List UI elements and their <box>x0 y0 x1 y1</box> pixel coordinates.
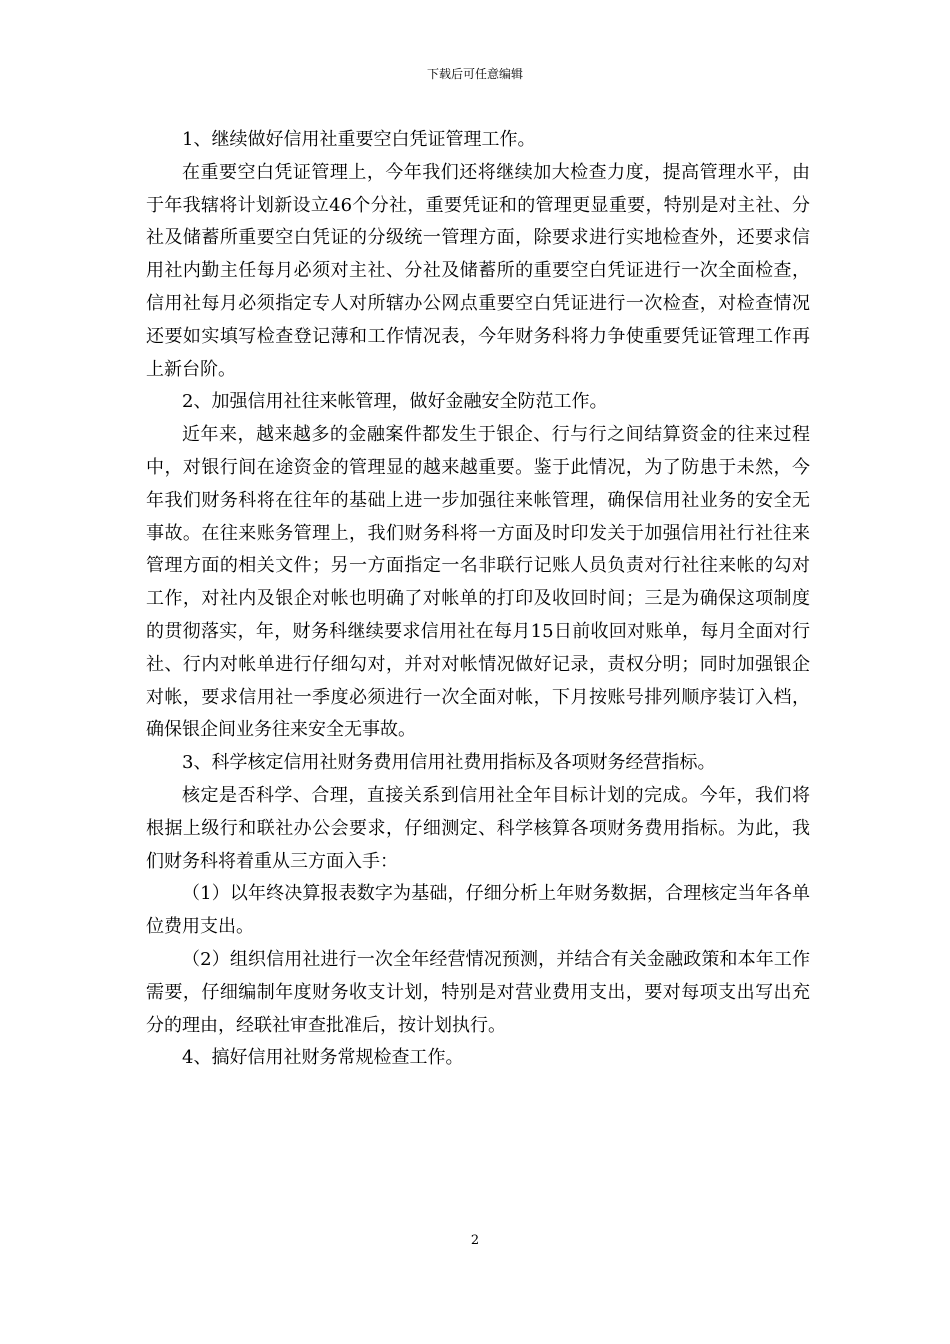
heading-item-4: 4、搞好信用社财务常规检查工作。 <box>182 1047 464 1069</box>
paragraph-expense-indicators: 核定是否科学、合理，直接关系到信用社全年目标计划的完成。今年，我们将根据上级行和联社办公会要求，仔细测定、科学核算各项财务费用指标。为此，我们财务科将着重从三方面入手： <box>146 784 810 872</box>
sub-item-2: （2）组织信用社进行一次全年经营情况预测，并结合有关金融政策和本年工作需要，仔细编制年度财务收支计划，特别是对营业费用支出，要对每项支出写出充分的理由，经联社审查批准后，按计划执行。 <box>146 948 810 1036</box>
heading-item-3: 3、科学核定信用社财务费用信用社费用指标及各项财务经营指标。 <box>182 752 716 774</box>
paragraph-interbank-account-management: 近年来，越来越多的金融案件都发生于银企、行与行之间结算资金的往来过程中，对银行间在途资金的管理显的越来越重要。鉴于此情况，为了防患于未然，今年我们财务科将在往年的基础上进一步加强往来帐管理，确保信用社业务的安全无事故。在往来账务管理上，我们财务科将一方面及时印发关于加强信用社行社往来管理方面的相关文件；另一方面指定一名非联行记账人员负责对行社往来帐的勾对工作，对社内及银企对帐也明确了对帐单的打印及收回时间；三是为确保这项制度的贯彻落实，年，财务科继续要求信用社在每月15日前收回对账单，每月全面对行社、行内对帐单进行仔细勾对，并对对帐情况做好记录，责权分明；同时加强银企对帐，要求信用社一季度必须进行一次全面对帐，下月按账号排列顺序装订入档，确保银企间业务往来安全无事故。 <box>146 424 810 741</box>
document-body <box>146 124 810 1075</box>
sub-item-1: （1）以年终决算报表数字为基础，仔细分析上年财务数据，合理核定当年各单位费用支出。 <box>146 883 810 938</box>
paragraph-blank-voucher-management: 在重要空白凭证管理上，今年我们还将继续加大检查力度，提高管理水平，由于年我辖将计划新设立46个分社，重要凭证和的管理更显重要，特别是对主社、分社及储蓄所重要空白凭证的分级统一管理方面，除要求进行实地检查外，还要求信用社内勤主任每月必须对主社、分社及储蓄所的重要空白凭证进行一次全面检查，信用社每月必须指定专人对所辖办公网点重要空白凭证进行一次检查，对检查情况还要如实填写检查登记薄和工作情况表，今年财务科将力争使重要凭证管理工作再上新台阶。 <box>146 161 810 380</box>
page-header: 下载后可任意编辑 <box>426 67 523 81</box>
heading-item-1: 1、继续做好信用社重要空白凭证管理工作。 <box>182 129 536 150</box>
heading-item-2: 2、加强信用社往来帐管理，做好金融安全防范工作。 <box>182 391 608 413</box>
page-number: 2 <box>470 1233 480 1248</box>
